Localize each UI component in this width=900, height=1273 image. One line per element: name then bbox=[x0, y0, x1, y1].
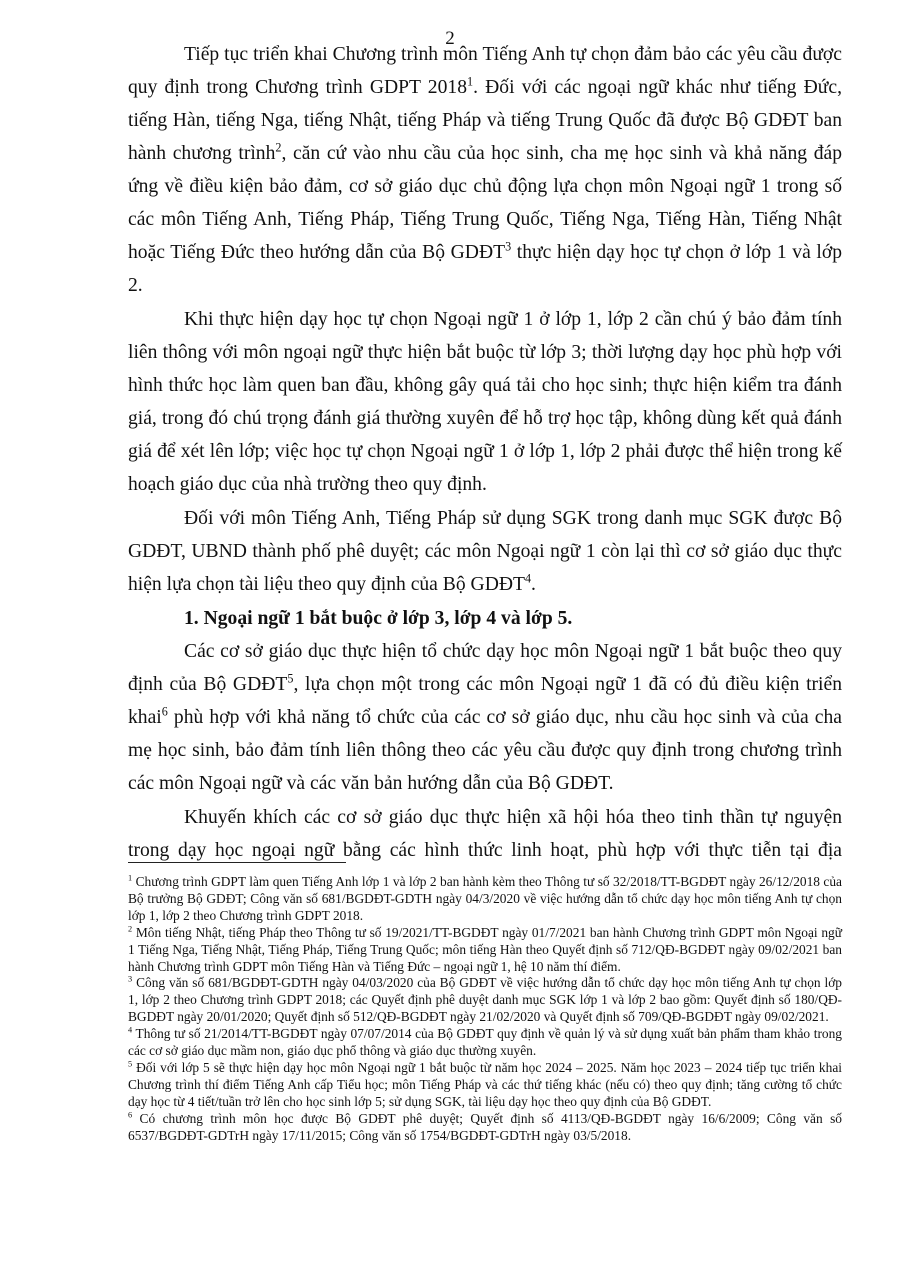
footnotes bbox=[128, 874, 842, 1145]
paragraph-text: thực hiện dạy học tự chọn ở lớp 1 và lớp 2. bbox=[128, 242, 842, 296]
paragraph-text: phù hợp với khả năng tổ chức của các cơ sở giáo dục, nhu cầu học sinh và của cha mẹ học sinh, bảo đảm tính liên thông theo các yêu cầu được quy định trong chương trình các môn Ngoại ngữ và các văn bản hướng dẫn của Bộ GDĐT. bbox=[128, 707, 842, 794]
paragraph-text: Tiếp tục triển khai Chương trình môn Tiếng Anh tự chọn đảm bảo các yêu cầu được quy định trong Chương trình GDPT 2018 bbox=[128, 44, 842, 98]
footnote-text: Có chương trình môn học được Bộ GDĐT phê duyệt; Quyết định số 4113/QĐ-BGDĐT ngày 16/6/2009; Công văn số 6537/BGDĐT-GDTrH ngày 17/11/2015; Công văn số 1754/BGDĐT-GDTrH ngày 03/5/2018. bbox=[128, 1110, 842, 1143]
footnote-reference[interactable]: 4 bbox=[524, 571, 532, 586]
paragraph bbox=[128, 502, 842, 601]
footnote-reference[interactable]: 2 bbox=[275, 140, 282, 155]
footnote-reference[interactable]: 6 bbox=[161, 704, 168, 719]
paragraph-text: Khuyến khích các cơ sở giáo dục thực hiện xã hội hóa theo tinh thần tự nguyện trong dạy học ngoại ngữ bằng các hình thức linh hoạt, phù hợp với thực tiễn tại địa bbox=[128, 807, 842, 861]
paragraph bbox=[128, 303, 842, 501]
footnote-reference[interactable]: 3 bbox=[505, 239, 512, 254]
footnote-number: 4 bbox=[128, 1025, 133, 1035]
paragraphs-after bbox=[128, 635, 842, 867]
paragraph-text: Các cơ sở giáo dục thực hiện tổ chức dạy học môn Ngoại ngữ 1 bắt buộc theo quy định của Bộ GDĐT bbox=[128, 641, 842, 695]
footnote-text: Chương trình GDPT làm quen Tiếng Anh lớp 1 và lớp 2 ban hành kèm theo Thông tư số 32/2018/TT-BGDĐT ngày 26/12/2018 của Bộ trưởng Bộ GDĐT; Công văn số 681/BGDĐT-GDTH ngày 04/3/2020 về việc hướng dẫn tổ chức dạy học môn tiếng Anh tự chọn lớp 1, lớp 2 theo Chương trình GDPT 2018. bbox=[128, 874, 842, 923]
paragraph-text: . bbox=[531, 574, 536, 595]
footnote-text: Môn tiếng Nhật, tiếng Pháp theo Thông tư số 19/2021/TT-BGDĐT ngày 01/7/2021 ban hành Chương trình GDPT môn Ngoại ngữ 1 Tiếng Nga, Tiếng Nhật, Tiếng Pháp, Tiếng Trung Quốc; môn tiếng Hàn theo Quyết định số 712/QĐ-BGDĐT ngày 09/02/2021 ban hành Chương trình GDPT môn Tiếng Hàn và Tiếng Đức – ngoại ngữ 1, hệ 10 năm thí điểm. bbox=[128, 924, 842, 974]
footnote bbox=[128, 925, 842, 976]
section-heading: 1. Ngoại ngữ 1 bắt buộc ở lớp 3, lớp 4 và lớp 5. bbox=[184, 608, 573, 629]
paragraph-text: Đối với môn Tiếng Anh, Tiếng Pháp sử dụng SGK trong danh mục SGK được Bộ GDĐT, UBND thành phố phê duyệt; các môn Ngoại ngữ 1 còn lại thì cơ sở giáo dục thực hiện lựa chọn tài liệu theo quy định của Bộ GDĐT bbox=[128, 508, 842, 595]
page-number: 2 bbox=[445, 28, 455, 49]
footnote bbox=[128, 1026, 842, 1060]
footnote-separator bbox=[128, 862, 346, 863]
footnote-number: 1 bbox=[128, 873, 133, 883]
paragraph-text: , lựa chọn một trong các môn Ngoại ngữ 1 đã có đủ điều kiện triển khai bbox=[128, 674, 842, 728]
footnote-number: 6 bbox=[128, 1110, 133, 1120]
footnote bbox=[128, 1060, 842, 1111]
footnote-text: Đối với lớp 5 sẽ thực hiện dạy học môn Ngoại ngữ 1 bắt buộc từ năm học 2024 – 2025. Năm học 2023 – 2024 tiếp tục triển khai Chương trình thí điểm Tiếng Anh cấp Tiểu học; môn Tiếng Pháp và các thứ tiếng khác (nếu có) theo quy định; tăng cường tổ chức dạy học từ 4 tiết/tuần trở lên cho học sinh lớp 5; sử dụng SGK, tài liệu dạy học theo quy định của Bộ GDĐT. bbox=[128, 1059, 842, 1109]
footnote-number: 3 bbox=[128, 974, 133, 984]
paragraph-text: Khi thực hiện dạy học tự chọn Ngoại ngữ 1 ở lớp 1, lớp 2 cần chú ý bảo đảm tính liên thông với môn ngoại ngữ thực hiện bắt buộc từ lớp 3; thời lượng dạy học phù hợp với hình thức học làm quen ban đầu, không gây quá tải cho học sinh; thực hiện kiểm tra đánh giá, trong đó chú trọng đánh giá thường xuyên để hỗ trợ học tập, không dùng kết quả đánh giá để xét lên lớp; việc học tự chọn Ngoại ngữ 1 ở lớp 1, lớp 2 phải được thể hiện trong kế hoạch giáo dục của nhà trường theo quy định. bbox=[128, 309, 842, 495]
footnote-text: Công văn số 681/BGDĐT-GDTH ngày 04/03/2020 của Bộ GDĐT về việc hướng dẫn tổ chức dạy học môn tiếng Anh tự chọn lớp 1, lớp 2 theo Chương trình GDPT 2018; các Quyết định phê duyệt danh mục SGK lớp 1 và lớp 2 bao gồm: Quyết định số 180/QĐ-BGDĐT ngày 20/01/2020; Quyết định số 512/QĐ-BGDĐT ngày 21/02/2020 và Quyết định số 709/QĐ-BGDĐT ngày 09/02/2021. bbox=[128, 975, 842, 1025]
footnote bbox=[128, 975, 842, 1026]
paragraph bbox=[128, 38, 842, 302]
footnote-reference[interactable]: 5 bbox=[287, 671, 294, 686]
document-body bbox=[128, 38, 842, 868]
paragraph bbox=[128, 635, 842, 800]
paragraph-text: , căn cứ vào nhu cầu của học sinh, cha mẹ học sinh và khả năng đáp ứng về điều kiện bảo đảm, cơ sở giáo dục chủ động lựa chọn môn Ngoại ngữ 1 trong số các môn Tiếng Anh, Tiếng Pháp, Tiếng Trung Quốc, Tiếng Nga, Tiếng Hàn, Tiếng Nhật hoặc Tiếng Đức theo hướng dẫn của Bộ GDĐT bbox=[128, 143, 842, 263]
paragraph-text: . Đối với các ngoại ngữ khác như tiếng Đức, tiếng Hàn, tiếng Nga, tiếng Nhật, tiếng Pháp và tiếng Trung Quốc đã được Bộ GDĐT ban hành chương trình bbox=[128, 77, 842, 164]
footnote bbox=[128, 1111, 842, 1145]
footnote-reference[interactable]: 1 bbox=[467, 74, 474, 89]
paragraph bbox=[128, 801, 842, 867]
footnote-text: Thông tư số 21/2014/TT-BGDĐT ngày 07/07/2014 của Bộ GDĐT quy định về quản lý và sử dụng xuất bản phẩm tham khảo trong các cơ sở giáo dục mầm non, giáo dục phổ thông và giáo dục thường xuyên. bbox=[128, 1026, 842, 1059]
footnote bbox=[128, 874, 842, 925]
footnote-number: 5 bbox=[128, 1059, 133, 1069]
footnote-number: 2 bbox=[128, 924, 133, 934]
paragraphs-before bbox=[128, 38, 842, 601]
